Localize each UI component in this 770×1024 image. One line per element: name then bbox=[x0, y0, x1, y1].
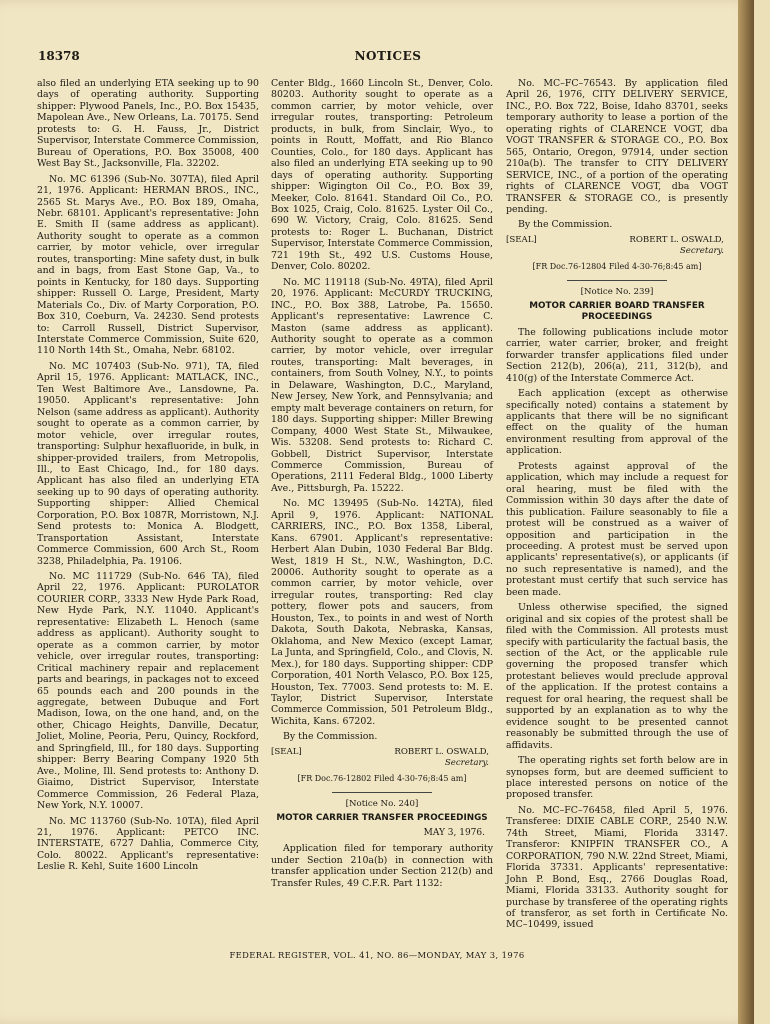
paragraph: Protests against approval of the application, which may include a request for oral hearing, must be filed with the Commission within 30 days after the date of this publication. Failure seasonably to file a protest will be construed as a waiver of opposition and participation in the proceeding. A protest must be served upon applicants' representative(s), or applicants (if no such representative is named), and the protestant must certify that such service has been made. bbox=[506, 460, 728, 598]
notice-date: MAY 3, 1976. bbox=[423, 827, 485, 838]
paragraph: By the Commission. bbox=[518, 219, 613, 231]
paragraph: No. MC 113760 (Sub-No. 10TA), filed April 21, 1976. Applicant: PETCO INC. INTERSTATE, 6727 Dahlia, Commerce City, Colo. 80022. Applicant's representative: Leslie R. Kehl, Suite 1600 Lincoln bbox=[37, 815, 259, 873]
paragraph: Unless otherwise specified, the signed original and six copies of the protest shall be filed with the Commission. All protests must specify with particularity the factual basis, the section of the Act, or the applicable rule governing the proposed transfer which protestant believes would preclude approval of the application. If the protest contains a request for oral hearing, the request shall be supported by an explanation as to why the evidence sought to be presented cannot reasonably be submitted through the use of affidavits. bbox=[506, 602, 728, 751]
signer-name: ROBERT L. OSWALD, bbox=[629, 234, 724, 245]
notice-number: [Notice No. 240] bbox=[345, 799, 419, 810]
signer-role: Secretary. bbox=[444, 757, 489, 768]
divider bbox=[332, 792, 432, 793]
paragraph: also filed an underlying ETA seeking up to 90 days of operating authority. Supporting shipper: Plywood Panels, Inc., P.O. Box 15435, Mapolean Ave., New Orleans, La. 70175. Send protests to: G. H. Fauss, Jr., District Supervisor, Interstate Commerce Commission, Bureau of Operations, P.O. Box 35008, 400 West Bay St., Jacksonville, Fla. 32202. bbox=[37, 78, 259, 170]
page-edge bbox=[738, 0, 754, 1024]
paragraph: Each application (except as otherwise specifically noted) contains a statement by applicants that there will be no significant effect on the quality of the human environment resulting from approval of the application. bbox=[506, 388, 728, 457]
fr-doc-line: [FR Doc.76-12804 Filed 4-30-76;8:45 am] bbox=[532, 261, 702, 271]
paragraph: By the Commission. bbox=[283, 731, 378, 743]
paragraph: No. MC 107403 (Sub-No. 971), TA, filed April 15, 1976. Applicant: MATLACK, INC., Ten West Baltimore Ave., Lansdowne, Pa. 19050. Applicant's representative: John Nelson (same address as applicant). Authority sought to operate as a common carrier, by motor vehicle, over irregular routes, transporting: Sulphur hexafluoride, in bulk, in shipper-provided trailers, from Metropolis, Ill., to East Chicago, Ind., for 180 days. Applicant has also filed an underlying ETA seeking up to 90 days of operating authority. Supporting shipper: Allied Chemical Corporation, P.O. Box 1087R, Morristown, N.J. Send protests to: Monica A. Blodgett, Transportation Assistant, Interstate Commerce Commission, 600 Arch St., Room 3238, Philadelphia, Pa. 19106. bbox=[37, 360, 259, 567]
column-2 bbox=[271, 78, 493, 893]
paragraph: No. MC 111729 (Sub-No. 646 TA), filed April 22, 1976. Applicant: PUROLATOR COURIER CORP., 3333 New Hyde Park Road, New Hyde Park, N.Y. 11040. Applicant's representative: Elizabeth L. Henoch (same address as applicant). Authority sought to operate as a common carrier, by motor vehicle, over irregular routes, transporting: Critical machinery repair and replacement parts and bearings, in packages not to exceed 65 pounds each and 200 pounds in the aggregate, between Dubuque and Fort Madison, Iowa, on the one hand, and, on the other, Chicago Heights, Danville, Decatur, Joliet, Moline, Peoria, Peru, Quincy, Rockford, and Springfield, Ill., for 180 days. Supporting shipper: Berry Bearing Company 1920 5th Ave., Moline, Ill. Send protests to: Anthony D. Giaimo, District Supervisor, Interstate Commerce Commission, 26 Federal Plaza, New York, N.Y. 10007. bbox=[37, 571, 259, 812]
page-footer: FEDERAL REGISTER, VOL. 41, NO. 86—MONDAY, MAY 3, 1976 bbox=[229, 950, 525, 960]
seal-mark: [SEAL] bbox=[506, 234, 537, 245]
page-header bbox=[38, 49, 738, 65]
column-1 bbox=[37, 78, 259, 877]
paragraph: No. MC–FC–76458, filed April 5, 1976. Transferee: DIXIE CABLE CORP., 2540 N.W. 74th Street, Miami, Florida 33147. Transferor: KNIPFIN TRANSFER CO., A CORPORATION, 790 N.W. 22nd Street, Miami, Florida 37331. Applicants' representative: John P. Bond, Esq., 2766 Douglas Road, Miami, Florida 33133. Authority sought for purchase by transferee of the operating rights of transferor, as set forth in Certificate No. MC–10499, issued bbox=[506, 804, 728, 931]
section-title: NOTICES bbox=[354, 49, 422, 63]
notice-number: [Notice No. 239] bbox=[580, 287, 654, 298]
signature-block bbox=[506, 235, 728, 259]
signature-block bbox=[271, 747, 493, 771]
section-heading: MOTOR CARRIER BOARD TRANSFER PROCEEDINGS bbox=[529, 300, 705, 322]
column-3 bbox=[506, 78, 728, 935]
paragraph: No. MC 61396 (Sub-No. 307TA), filed April 21, 1976. Applicant: HERMAN BROS., INC., 2565 St. Marys Ave., P.O. Box 189, Omaha, Nebr. 68101. Applicant's representative: John E. Smith II (same address as applicant). Authority sought to operate as a common carrier, by motor vehicle, over irregular routes, transporting: Mine safety dust, in bulk and in bags, from East Stone Gap, Va., to points in Kentucky, for 180 days. Supporting shipper: Russell O. Large, President, Marty Materials Co., Div. of Marty Corporation, P.O. Box 310, Coeburn, Va. 24230. Send protests to: Carroll Russell, District Supervisor, Interstate Commerce Commission, Suite 620, 110 North 14th St., Omaha, Nebr. 68102. bbox=[37, 173, 259, 357]
divider bbox=[567, 280, 667, 281]
page-number: 18378 bbox=[38, 49, 80, 63]
paragraph: Application filed for temporary authority under Section 210a(b) in connection with transfer application under Section 212(b) and Transfer Rules, 49 C.F.R. Part 1132: bbox=[271, 843, 493, 889]
paragraph: The operating rights set forth below are in synopses form, but are deemed sufficient to place interested persons on notice of the proposed transfer. bbox=[506, 755, 728, 801]
paragraph: No. MC 139495 (Sub-No. 142TA), filed April 9, 1976. Applicant: NATIONAL CARRIERS, INC., P.O. Box 1358, Liberal, Kans. 67901. Applicant's representative: Herbert Alan Dubin, 1030 Federal Bar Bldg. West, 1819 H St., N.W., Washington, D.C. 20006. Authority sought to operate as a common carrier, by motor vehicle, over irregular routes, transporting: Red clay pottery, flower pots and saucers, from Houston, Tex., to points in and west of North Dakota, South Dakota, Nebraska, Kansas, Oklahoma, and New Mexico (except Lamar, La Junta, and Springfield, Colo., and Clovis, N. Mex.), for 180 days. Supporting shipper: CDP Corporation, 401 North Velasco, P.O. Box 125, Houston, Tex. 77003. Send protests to: M. E. Taylor, District Supervisor, Interstate Commerce Commission, 501 Petroleum Bldg., Wichita, Kans. 67202. bbox=[271, 498, 493, 727]
signer-name: ROBERT L. OSWALD, bbox=[394, 746, 489, 757]
signer-role: Secretary. bbox=[679, 245, 724, 256]
paragraph: Center Bldg., 1660 Lincoln St., Denver, Colo. 80203. Authority sought to operate as a common carrier, by motor vehicle, over irregular routes, transporting: Petroleum products, in bulk, from Sinclair, Wyo., to points in Routt, Moffatt, and Rio Blanco Counties, Colo., for 180 days. Applicant has also filed an underlying ETA seeking up to 90 days of operating authority. Supporting shipper: Wigington Oil Co., P.O. Box 39, Meeker, Colo. 81641. Standard Oil Co., P.O. Box 1025, Craig, Colo. 81625. Lyster Oil Co., 690 W. Victory, Craig, Colo. 81625. Send protests to: Roger L. Buchanan, District Supervisor, Interstate Commerce Commission, 721 19th St., 492 U.S. Customs House, Denver, Colo. 80202. bbox=[271, 78, 493, 273]
fr-doc-line: [FR Doc.76-12802 Filed 4-30-76;8:45 am] bbox=[297, 773, 467, 783]
seal-mark: [SEAL] bbox=[271, 746, 302, 757]
paragraph: No. MC 119118 (Sub-No. 49TA), filed April 20, 1976. Applicant: McCURDY TRUCKING, INC., P.O. Box 388, Latrobe, Pa. 15650. Applicant's representative: Lawrence C. Maston (same address as applicant). Authority sought to operate as a common carrier, by motor vehicle, over irregular routes, transporting: Malt beverages, in containers, from South Volney, N.Y., to points in Delaware, Washington, D.C., Maryland, New Jersey, New York, and Pennsylvania; and empty malt beverage containers on return, for 180 days. Supporting shipper: Miller Brewing Company, 4000 West State St., Milwaukee, Wis. 53208. Send protests to: Richard C. Gobbell, District Supervisor, Interstate Commerce Commission, Bureau of Operations, 2111 Federal Bldg., 1000 Liberty Ave., Pittsburgh, Pa. 15222. bbox=[271, 276, 493, 494]
paragraph: The following publications include motor carrier, water carrier, broker, and freight forwarder transfer applications filed under Section 212(b), 206(a), 211, 312(b), and 410(g) of the Interstate Commerce Act. bbox=[506, 326, 728, 384]
section-heading: MOTOR CARRIER TRANSFER PROCEEDINGS bbox=[276, 812, 488, 823]
paragraph: No. MC–FC–76543. By application filed April 26, 1976, CITY DELIVERY SERVICE, INC., P.O. Box 722, Boise, Idaho 83701, seeks temporary authority to lease a portion of the operating rights of CLARENCE VOGT, dba VOGT TRANSFER & STORAGE CO., P.O. Box 565, Ontario, Oregon, 97914, under section 210a(b). The transfer to CITY DELIVERY SERVICE, INC., of a portion of the operating rights of CLARENCE VOGT, dba VOGT TRANSFER & STORAGE CO., is presently pending. bbox=[506, 78, 728, 215]
